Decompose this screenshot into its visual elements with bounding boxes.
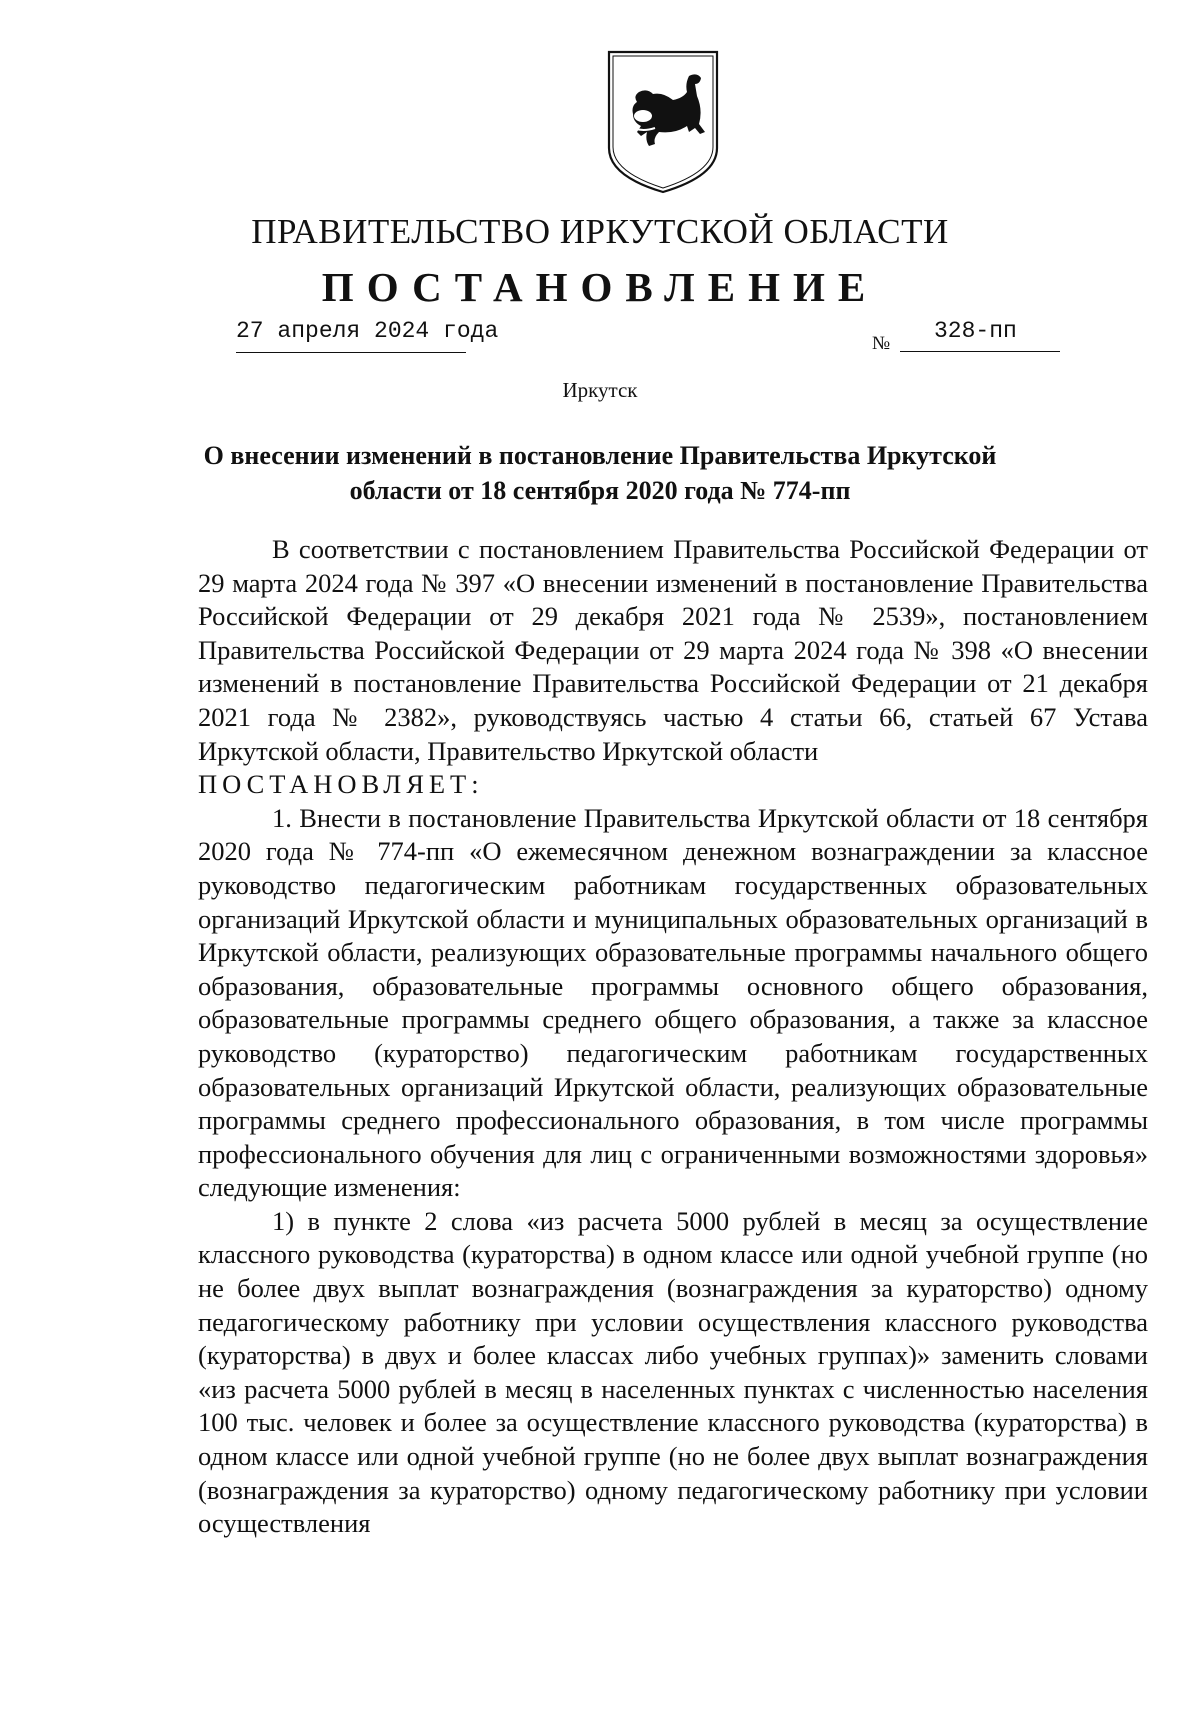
subject-line-1: О внесении изменений в постановление Правительства Иркутской xyxy=(203,441,997,470)
decree-word: ПОСТАНОВЛЯЕТ: xyxy=(198,769,484,800)
document-type-heading: ПОСТАНОВЛЕНИЕ xyxy=(321,264,879,310)
organization-title: ПРАВИТЕЛЬСТВО ИРКУТСКОЙ ОБЛАСТИ xyxy=(251,212,949,251)
item-1-1-paragraph: 1) в пункте 2 слова «из расчета 5000 рублей в месяц за осуществление классного руководства (кураторства) в одном классе или одной учебной группе (но не более двух выплат вознаграждения (вознаграждения за кураторство) одному педагогическому работнику при условии осуществления классного руководства (кураторства) в двух и более классах либо учебных группах)» заменить словами «из расчета 5000 рублей в месяц в населенных пунктах с численностью населения 100 тыс. человек и более за осуществление классного руководства (кураторства) в одном классе или одной учебной группе (но не более двух выплат вознаграждения (вознаграждения за кураторство) одному педагогическому работнику при условии осуществления xyxy=(198,1205,1148,1539)
item-1-paragraph: 1. Внести в постановление Правительства Иркутской области от 18 сентября 2020 года № 774-пп «О ежемесячном денежном вознаграждении за классное руководство педагогическим работникам государственных образовательных организаций Иркутской области и муниципальных образовательных организаций в Иркутской области, реализующих образовательные программы начального общего образования, образовательные программы основного общего образования, образовательные программы среднего общего образования, а также за классное руководство (кураторство) педагогическим работникам государственных образовательных организаций Иркутской области, реализующих образовательные программы среднего профессионального образования, в том числе программы профессионального обучения для лиц с ограниченными возможностями здоровья» следующие изменения: xyxy=(198,802,1148,1203)
document-date: 27 апреля 2024 года xyxy=(236,318,466,353)
subject-line-2: области от 18 сентября 2020 года № 774-пп xyxy=(349,476,851,505)
preamble-paragraph: В соответствии с постановлением Правительства Российской Федерации от 29 марта 2024 года № 397 «О внесении изменений в постановление Правительства Российской Федерации от 29 декабря 2021 года № 2539», постановлением Правительства Российской Федерации от 29 марта 2024 года № 398 «О внесении изменений в постановление Правительства Российской Федерации от 21 декабря 2021 года № 2382», руководствуясь частью 4 статьи 66, статьей 67 Устава Иркутской области, Правительство Иркутской области xyxy=(198,534,1148,766)
document-subject xyxy=(150,438,1050,508)
document-body xyxy=(198,533,1148,1541)
coat-of-arms-emblem xyxy=(603,48,723,196)
number-sign: № xyxy=(872,333,891,354)
document-number: 328-пп xyxy=(900,318,1060,352)
document-city: Иркутск xyxy=(562,378,638,402)
